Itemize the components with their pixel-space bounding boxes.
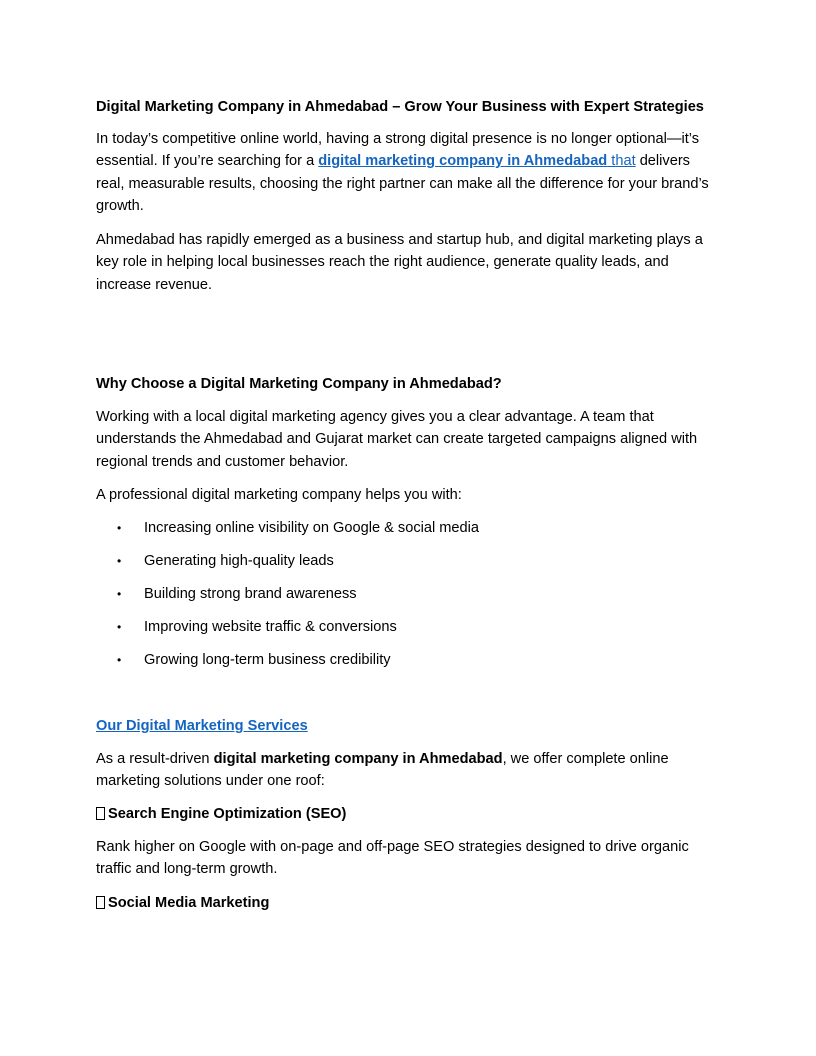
benefits-intro: A professional digital marketing company helps you with:	[96, 487, 462, 503]
list-item-text: Increasing online visibility on Google & social media	[144, 520, 480, 536]
seo-description: Rank higher on Google with on-page and off-page SEO strategies designed to drive organic traffic and long-term growth.	[96, 839, 689, 878]
bullet-marker: •	[117, 620, 122, 634]
services-intro-before: As a result-driven	[96, 751, 214, 767]
services-intro-after: , we offer complete online marketing solutions under one roof:	[96, 751, 669, 790]
checkbox-icon	[96, 807, 105, 820]
why-choose-heading: Why Choose a Digital Marketing Company in Ahmedabad?	[96, 376, 502, 392]
bullet-marker: •	[117, 587, 122, 601]
list-item-text: Generating high-quality leads	[144, 553, 334, 569]
services-heading	[96, 715, 720, 737]
ahmedabad-paragraph: Ahmedabad has rapidly emerged as a business and startup hub, and digital marketing plays a key role in helping local businesses reach the right audience, generate quality leads, and increase revenue.	[96, 232, 703, 293]
services-intro-bold: digital marketing company in Ahmedabad	[213, 751, 503, 767]
bullet-marker: •	[117, 653, 122, 667]
services-heading-link[interactable]: Our Digital Marketing Services	[96, 718, 308, 734]
document-title: Digital Marketing Company in Ahmedabad – Grow Your Business with Expert Strategies	[96, 99, 704, 115]
list-item-text: Building strong brand awareness	[144, 586, 357, 602]
bullet-marker: •	[117, 521, 122, 535]
intro-text-before: In today’s competitive online world, having a strong digital presence is no longer optional—it’s essential. If you’re searching for a	[96, 131, 700, 170]
that-link[interactable]: that	[607, 153, 636, 170]
intro-paragraph	[96, 128, 720, 218]
services-intro	[96, 748, 720, 793]
list-item-text: Improving website traffic & conversions	[144, 619, 397, 635]
list-item-text: Growing long-term business credibility	[144, 652, 391, 668]
checkbox-icon	[96, 896, 105, 909]
smm-title: Social Media Marketing	[108, 895, 270, 911]
bullet-marker: •	[117, 554, 122, 568]
smm-heading	[96, 892, 720, 914]
seo-heading	[96, 803, 720, 825]
intro-text-after: delivers real, measurable results, choosing the right partner can make all the difference for your brand’s growth.	[96, 153, 709, 215]
digital-marketing-company-link[interactable]: digital marketing company in Ahmedabad	[318, 153, 608, 170]
why-choose-paragraph: Working with a local digital marketing agency gives you a clear advantage. A team that understands the Ahmedabad and Gujarat market can create targeted campaigns aligned with regional trends and customer behavior.	[96, 409, 698, 470]
seo-title: Search Engine Optimization (SEO)	[108, 806, 347, 822]
